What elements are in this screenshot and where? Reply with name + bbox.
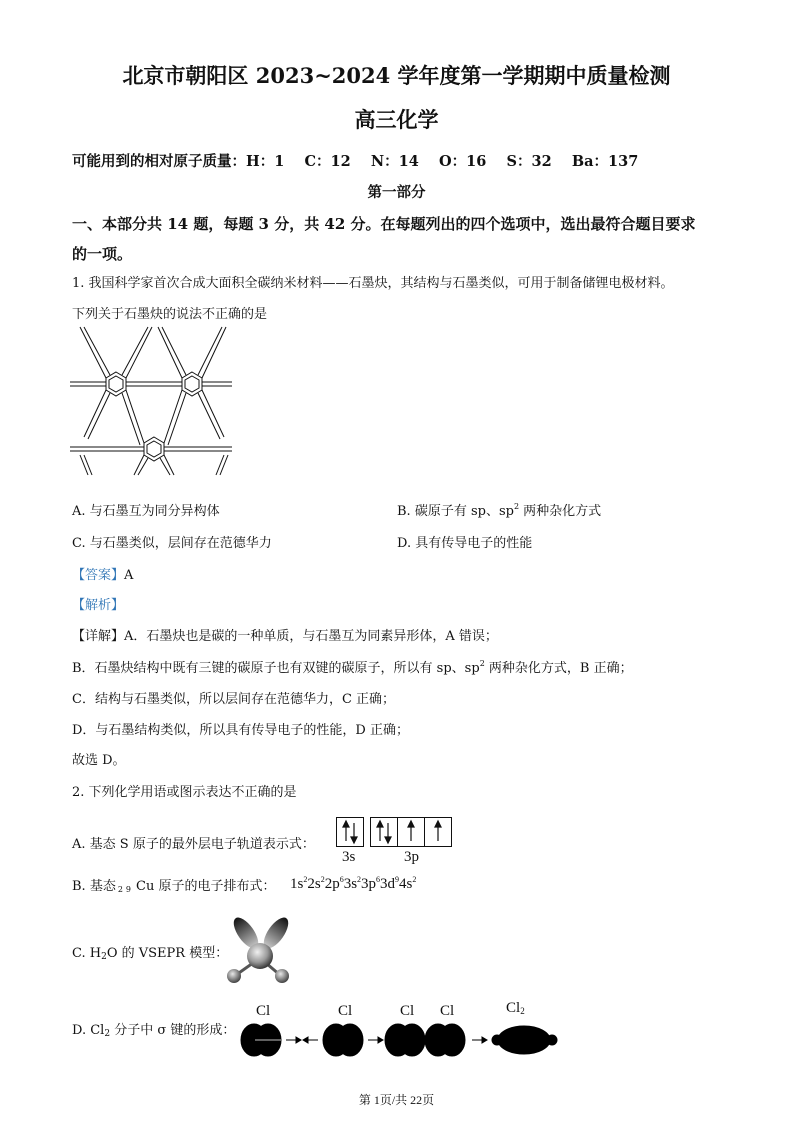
q1-detail-c: C．结构与石墨类似，所以层间存在范德华力，C 正确；	[72, 692, 396, 707]
atomic-masses: 可能用到的相对原子质量：H：1 C：12 N：14 O：16 S：32 Ba：137	[72, 153, 639, 170]
cl-label-1: Cl	[256, 1003, 271, 1019]
q1-stem-line-1: 1. 我国科学家首次合成大面积全碳纳米材料——石墨炔，其结构与石墨类似，可用于制备储锂电极材料。	[72, 276, 674, 291]
orbital-overlap-drawing	[240, 1022, 560, 1058]
cu-electron-configuration: $1s^22s^22p^63s^23p^63d^94s^2$	[290, 875, 417, 892]
q1-detail-d: D．与石墨结构类似，所以具有传导电子的性能，D 正确；	[72, 723, 409, 738]
h2o-vsepr-model	[222, 913, 302, 988]
label-3p: 3p	[404, 849, 419, 865]
page-number: 第 1页/共 22页	[358, 1093, 435, 1107]
q1-option-c: C. 与石墨类似，层间存在范德华力	[72, 536, 272, 551]
instruction-line-1: 一、本部分共 14 题，每题 3 分，共 42 分。在每题列出的四个选项中，选出最符合题目要求	[72, 215, 696, 233]
cl2-label: $Cl_2$	[506, 1000, 525, 1016]
q1-option-d: D. 具有传导电子的性能	[397, 536, 533, 551]
q1-answer: 【答案】A	[72, 568, 134, 583]
q1-option-b: B. 碳原子有 sp、$sp^2$ 两种杂化方式	[397, 502, 602, 519]
exam-title: 北京市朝阳区 2023~2024 学年度第一学期期中质量检测	[122, 63, 671, 88]
q2-option-b: B. 基态 $_{29}$ Cu 原子的电子排布式：	[72, 879, 276, 894]
cl-orbital-4-lobe-right	[439, 1024, 465, 1056]
sigma-bond-formation-figure	[240, 1000, 560, 1060]
cl-label-3: Cl	[400, 1003, 415, 1019]
oxygen-atom	[247, 943, 273, 969]
electron-arrows	[336, 817, 462, 847]
q1-detail-b: B．石墨炔结构中既有三键的碳原子也有双键的碳原子，所以有 sp、$sp^2$ 两种杂化方式，B 正确；	[72, 659, 633, 676]
cl2-small-lobe-right	[547, 1035, 557, 1045]
cl-orbital-2-lobe-right	[337, 1024, 363, 1056]
q1-stem-line-2: 下列关于石墨炔的说法不正确的是	[72, 307, 268, 322]
q1-analysis-tag: 【解析】	[72, 598, 125, 613]
subject-title: 高三化学	[354, 107, 439, 132]
cl-label-4: Cl	[440, 1003, 455, 1019]
part-heading: 第一部分	[367, 184, 426, 201]
q1-conclusion: 故选 D。	[72, 753, 126, 768]
q1-option-a: A. 与石墨互为同分异构体	[72, 504, 220, 519]
instruction-line-2: 的一项。	[72, 245, 133, 263]
q2-option-a: A. 基态 S 原子的最外层电子轨道表示式：	[72, 837, 315, 852]
q2-option-d: D. $Cl_2$ 分子中 σ 键的形成：	[72, 1023, 236, 1039]
hydrogen-atom-left	[227, 969, 241, 983]
graphdiyne-structure-figure	[70, 327, 240, 477]
label-3s: 3s	[342, 849, 356, 865]
hydrogen-atom-right	[275, 969, 289, 983]
s-orbital-diagram	[336, 817, 462, 867]
q1-detail-a: 【详解】A．石墨炔也是碳的一种单质，与石墨互为同素异形体，A 错误；	[72, 629, 498, 644]
cl-orbital-3-lobe-right	[399, 1024, 425, 1056]
cl-label-2: Cl	[338, 1003, 353, 1019]
cl2-sigma-overlap	[498, 1026, 550, 1054]
q2-stem: 2. 下列化学用语或图示表达不正确的是	[72, 785, 297, 800]
q2-option-c: C. $H_2O$ 的 VSEPR 模型：	[72, 946, 229, 962]
